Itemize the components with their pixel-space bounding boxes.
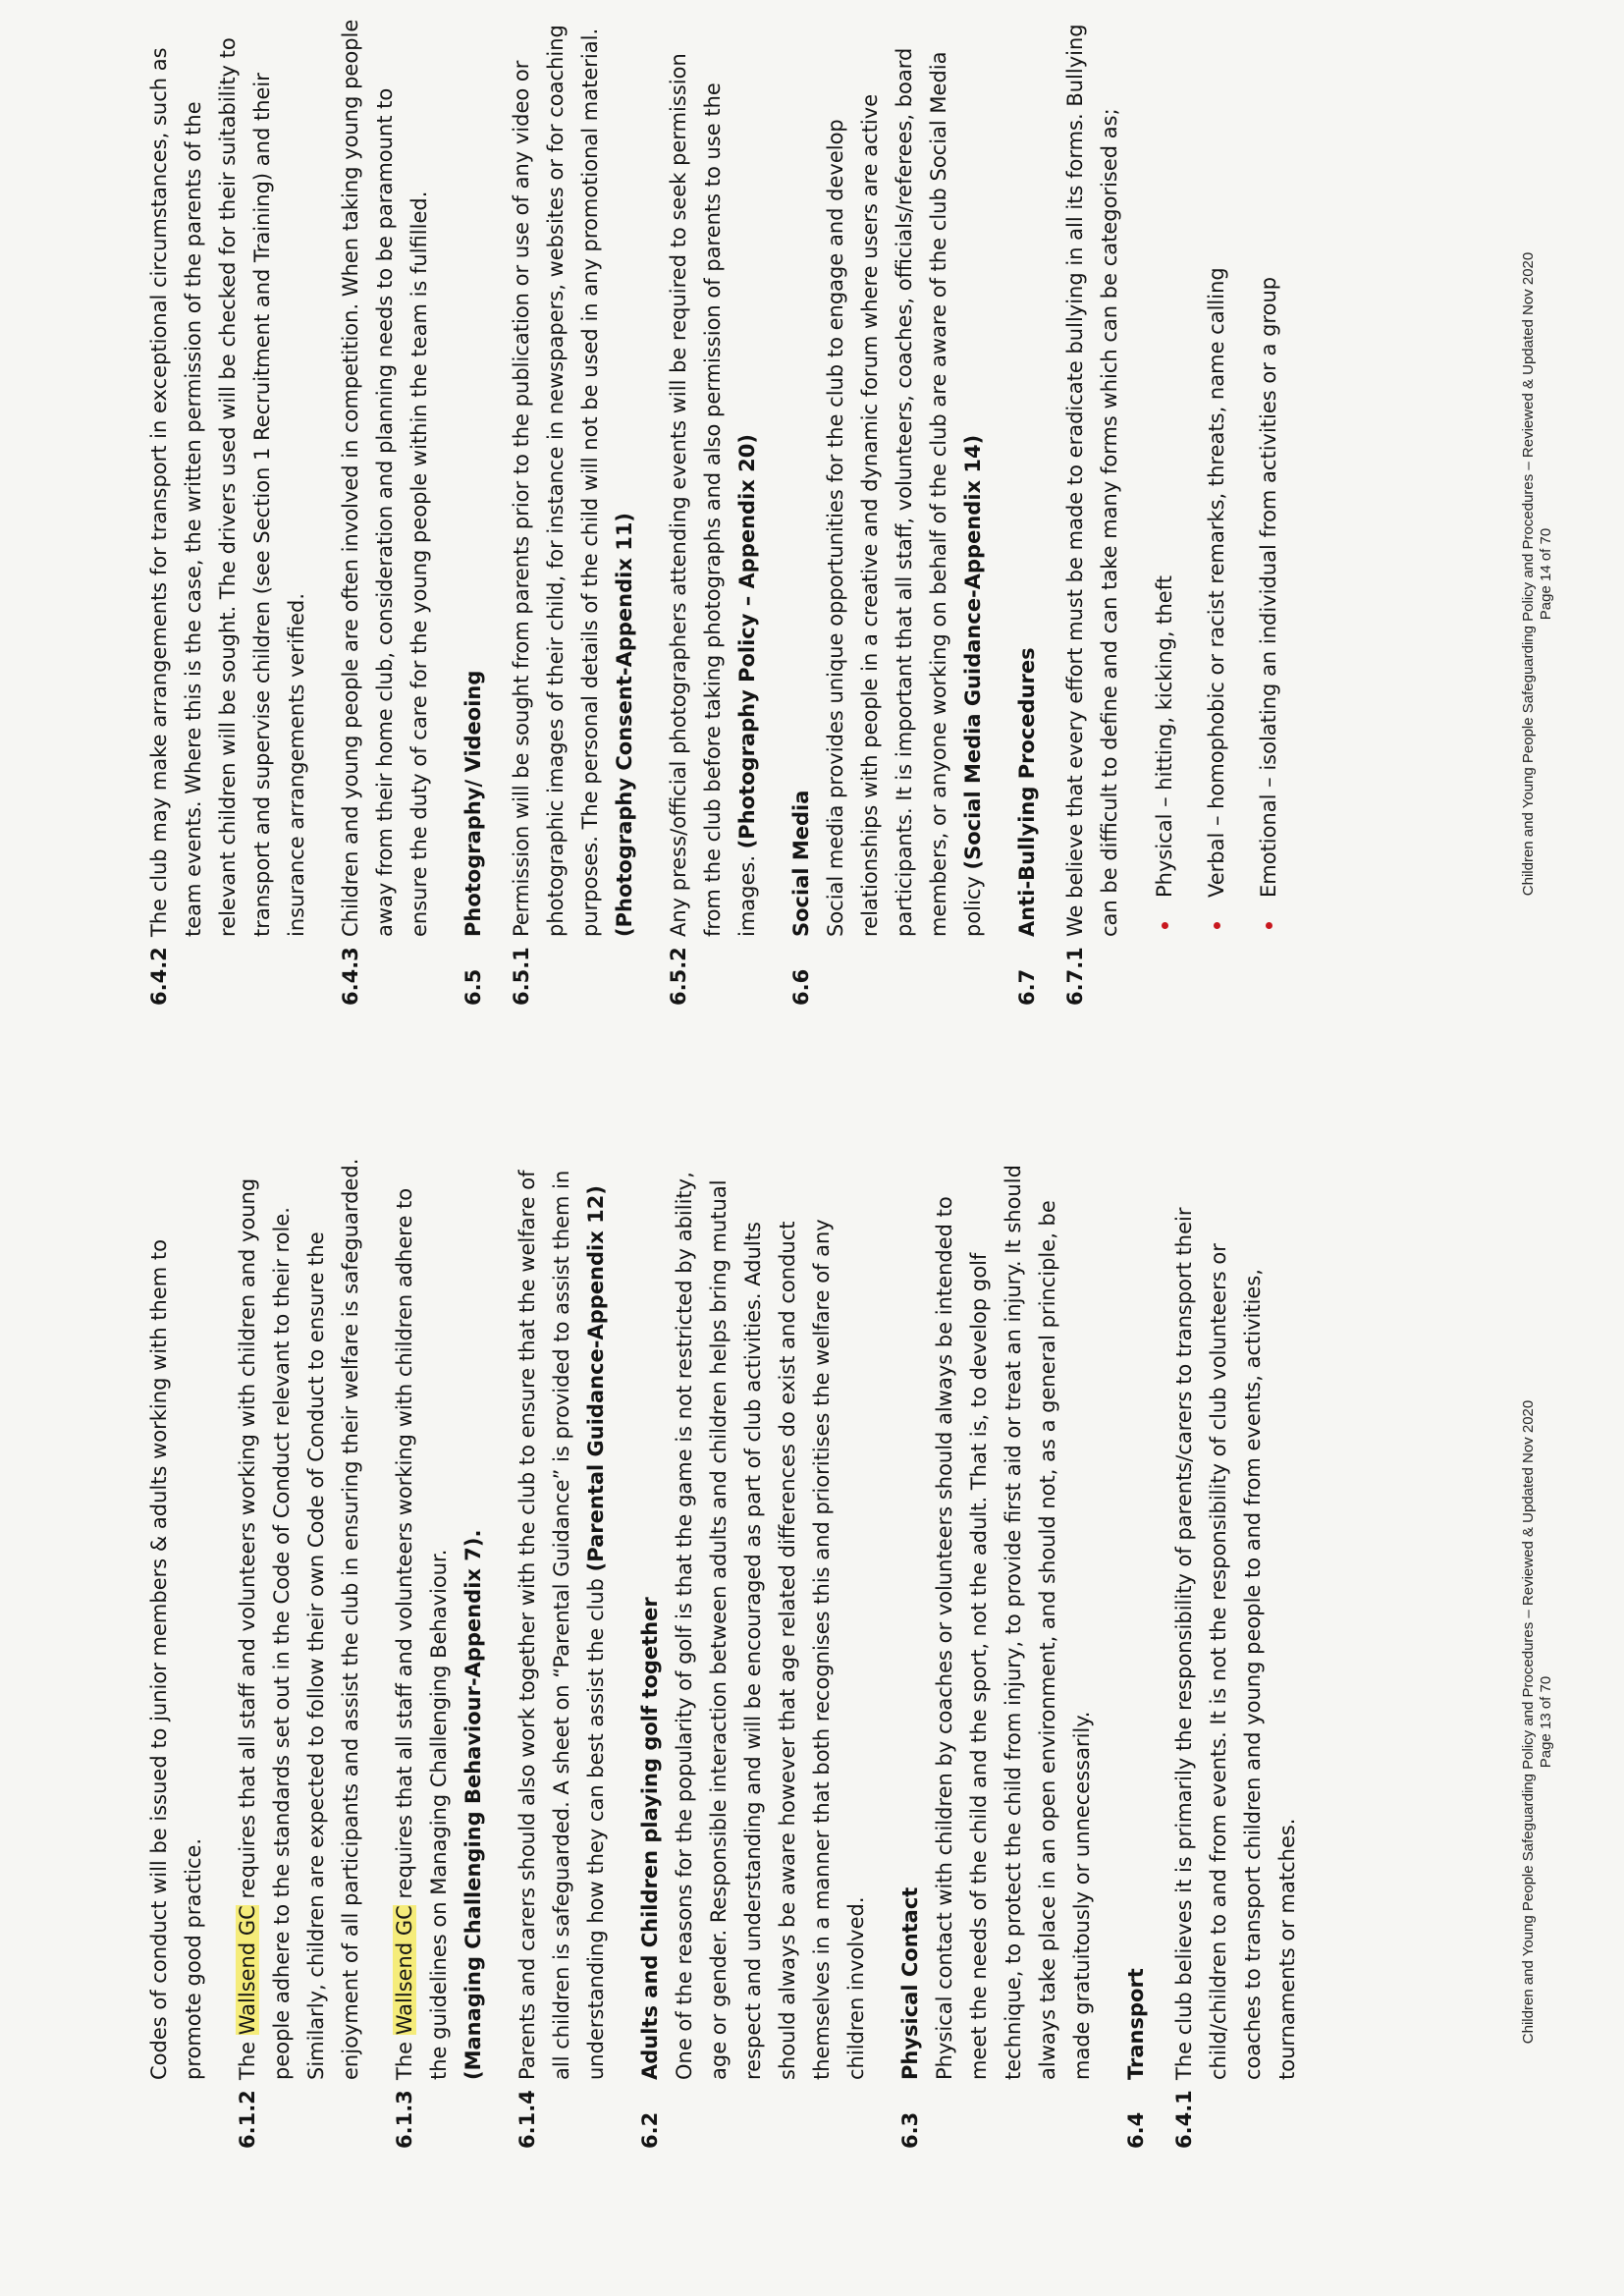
- section-heading: Photography/ Videoing: [461, 670, 485, 937]
- list-item: Physical – hitting, kicking, theft: [1148, 14, 1182, 937]
- section-6-4-1: [1167, 1157, 1305, 2149]
- section-number: 6.4.2: [147, 947, 171, 1006]
- section-heading: Adults and Children playing golf together: [638, 1597, 662, 2080]
- appendix-reference: (Photography Consent-Appendix 11): [613, 512, 636, 937]
- page-number: Page 13 of 70: [1538, 1675, 1554, 1769]
- section-heading: Social Media: [789, 790, 813, 937]
- section-number: 6.2: [638, 2111, 662, 2149]
- section-number: 6.7.1: [1063, 947, 1087, 1006]
- section-number: 6.5.1: [510, 947, 533, 1006]
- section-heading: Transport: [1124, 1968, 1148, 2080]
- section-text: The club may make arrangements for transport in exceptional circumstances, such as team events. Where this is the case, the written permission of the parents of the relevant children will be sought. The drivers used will be checked for their suitability to transport and supervise children (see Section 1 Recruitment and Training) and their insurance arrangements verified.: [147, 37, 308, 937]
- section-number: 6.5: [461, 968, 485, 1006]
- page-14-content: [142, 14, 1307, 1006]
- section-text: Physical contact with children by coaches or volunteers should always be intended to meet the needs of the child and the sport, not the adult. That is, to develop golf technique, to protect the child from injury, to provide first aid or treat an injury. It should always take place in an open environment, and should not, as a general principle, be made gratuitously or unnecessarily.: [933, 1165, 1094, 2080]
- appendix-reference: (Managing Challenging Behaviour-Appendix 7).: [461, 1529, 485, 2080]
- section-number: 6.4.3: [339, 947, 362, 1006]
- section-6-1-4: [511, 1157, 614, 2149]
- document-page-13: [0, 1148, 1624, 2296]
- section-number: 6.4.1: [1172, 2090, 1196, 2149]
- section-text: Parents and carers should also work together with the club to ensure that the welfare of all children is safeguarded. A sheet on “Parental Guidance” is provided to assist them in understanding how they can best assist the club (Parental Guidance-Appendix 12): [515, 1170, 608, 2080]
- section-number: 6.5.2: [667, 947, 690, 1006]
- section-6-1-3: [388, 1157, 491, 2149]
- section-number: 6.7: [1015, 968, 1039, 1006]
- appendix-reference: (Parental Guidance-Appendix 12): [584, 1185, 608, 1572]
- section-text: One of the reasons for the popularity of golf is that the game is not restricted by ability, age or gender. Responsible interaction between adults and children helps bring mutual respect and understanding and will be encouraged as part of club activities. Adults should always be aware however that age related differences do exist and conduct themselves in a manner that both recognises this and prioritises the welfare of any children involved.: [673, 1172, 868, 2080]
- section-6-2: [633, 1157, 874, 2149]
- page-number: Page 14 of 70: [1538, 527, 1554, 621]
- section-text: The Wallsend GC requires that all staff and volunteers working with children adhere to the guidelines on Managing Challenging Behaviour. (Managing Challenging Behaviour-Appendix 7).: [393, 1187, 485, 2080]
- section-6-5-1: [505, 14, 642, 1006]
- page-13-content: [142, 1157, 1325, 2149]
- footer-title: Children and Young People Safeguarding Policy and Procedures – Reviewed & Updated Nov 2020: [1520, 251, 1537, 897]
- footer-title: Children and Young People Safeguarding Policy and Procedures – Reviewed & Updated Nov 2020: [1520, 1399, 1537, 2045]
- page-footer: [1520, 1148, 1555, 2296]
- section-text: The club believes it is primarily the responsibility of parents/carers to transport their child/children to and from events. It is not the responsibility of club volunteers or coaches to transport children and young people to and from events, activities, tournaments or matches.: [1172, 1207, 1299, 2080]
- appendix-reference: (Photography Policy – Appendix 20): [735, 434, 759, 849]
- section-number: 6.1.3: [393, 2090, 416, 2149]
- section-text: Children and young people are often involved in competition. When taking young people away from their home club, consideration and planning needs to be paramount to ensure the duty of care for the young people within the team is fulfilled.: [339, 19, 431, 937]
- appendix-reference: (Social Media Guidance-Appendix 14): [961, 434, 985, 870]
- section-number: 6.1.4: [515, 2090, 539, 2149]
- section-6-7: [1010, 14, 1045, 1006]
- section-6-4: [1119, 1157, 1154, 2149]
- section-number: 6.1.2: [236, 2090, 259, 2149]
- section-number: 6.3: [898, 2111, 922, 2149]
- section-heading: Anti-Bullying Procedures: [1015, 647, 1039, 937]
- section-text: The Wallsend GC requires that all staff and volunteers working with children and young people adhere to the standards set out in the Code of Conduct relevant to their role. Similarly, children are expected to follow their own Code of Conduct to ensure the enjoyment of all participants and assist the club in ensuring their welfare is safeguarded.: [236, 1158, 362, 2080]
- section-6-5: [457, 14, 491, 1006]
- section-6-6: [785, 14, 991, 1006]
- section-6-4-2: [142, 14, 314, 1006]
- page-footer: [1520, 0, 1555, 1148]
- section-6-1-2: [231, 1157, 368, 2149]
- bullying-types-list: [1148, 14, 1286, 937]
- list-item: Emotional – isolating an individual from activities or a group: [1252, 14, 1286, 937]
- section-text: Permission will be sought from parents prior to the publication or use of any video or photographic images of their child, for instance in newspapers, websites or for coaching purposes. The personal details of the child will not be used in any promotional material. (Photography Consent-Appendix 11): [510, 25, 636, 937]
- section-number: 6.4: [1124, 2111, 1148, 2149]
- club-name-highlight: Wallsend GC: [236, 1905, 259, 2036]
- section-text: Social media provides unique opportunities for the club to engage and develop relationships with people in a creative and dynamic forum where users are active participants. It is important that all staff, volunteers, coaches, officials/referees, board members, or anyone working on behalf of the club are aware of the club Social Media policy (Social Media Guidance-Appendix 14): [824, 47, 985, 937]
- section-6-7-1: [1058, 14, 1127, 1006]
- section-6-5-2: [662, 14, 765, 1006]
- section-text: Any press/official photographers attending events will be required to seek permission from the club before taking photographs and also permission of parents to use the images. (Photography Policy – Appendix 20): [667, 53, 759, 937]
- section-heading: Physical Contact: [898, 1886, 922, 2080]
- club-name-highlight: Wallsend GC: [393, 1905, 416, 2036]
- intro-paragraph: Codes of conduct will be issued to junior members & adults working with them to promote good practice.: [147, 1239, 205, 2080]
- section-text: We believe that every effort must be made to eradicate bullying in all its forms. Bullying can be difficult to define and can take many forms which can be categorised as;: [1063, 24, 1121, 937]
- section-number: 6.6: [789, 968, 813, 1006]
- list-item: Verbal – homophobic or racist remarks, threats, name calling: [1200, 14, 1234, 937]
- section-6-4-3: [334, 14, 437, 1006]
- section-6-3: [893, 1157, 1100, 2149]
